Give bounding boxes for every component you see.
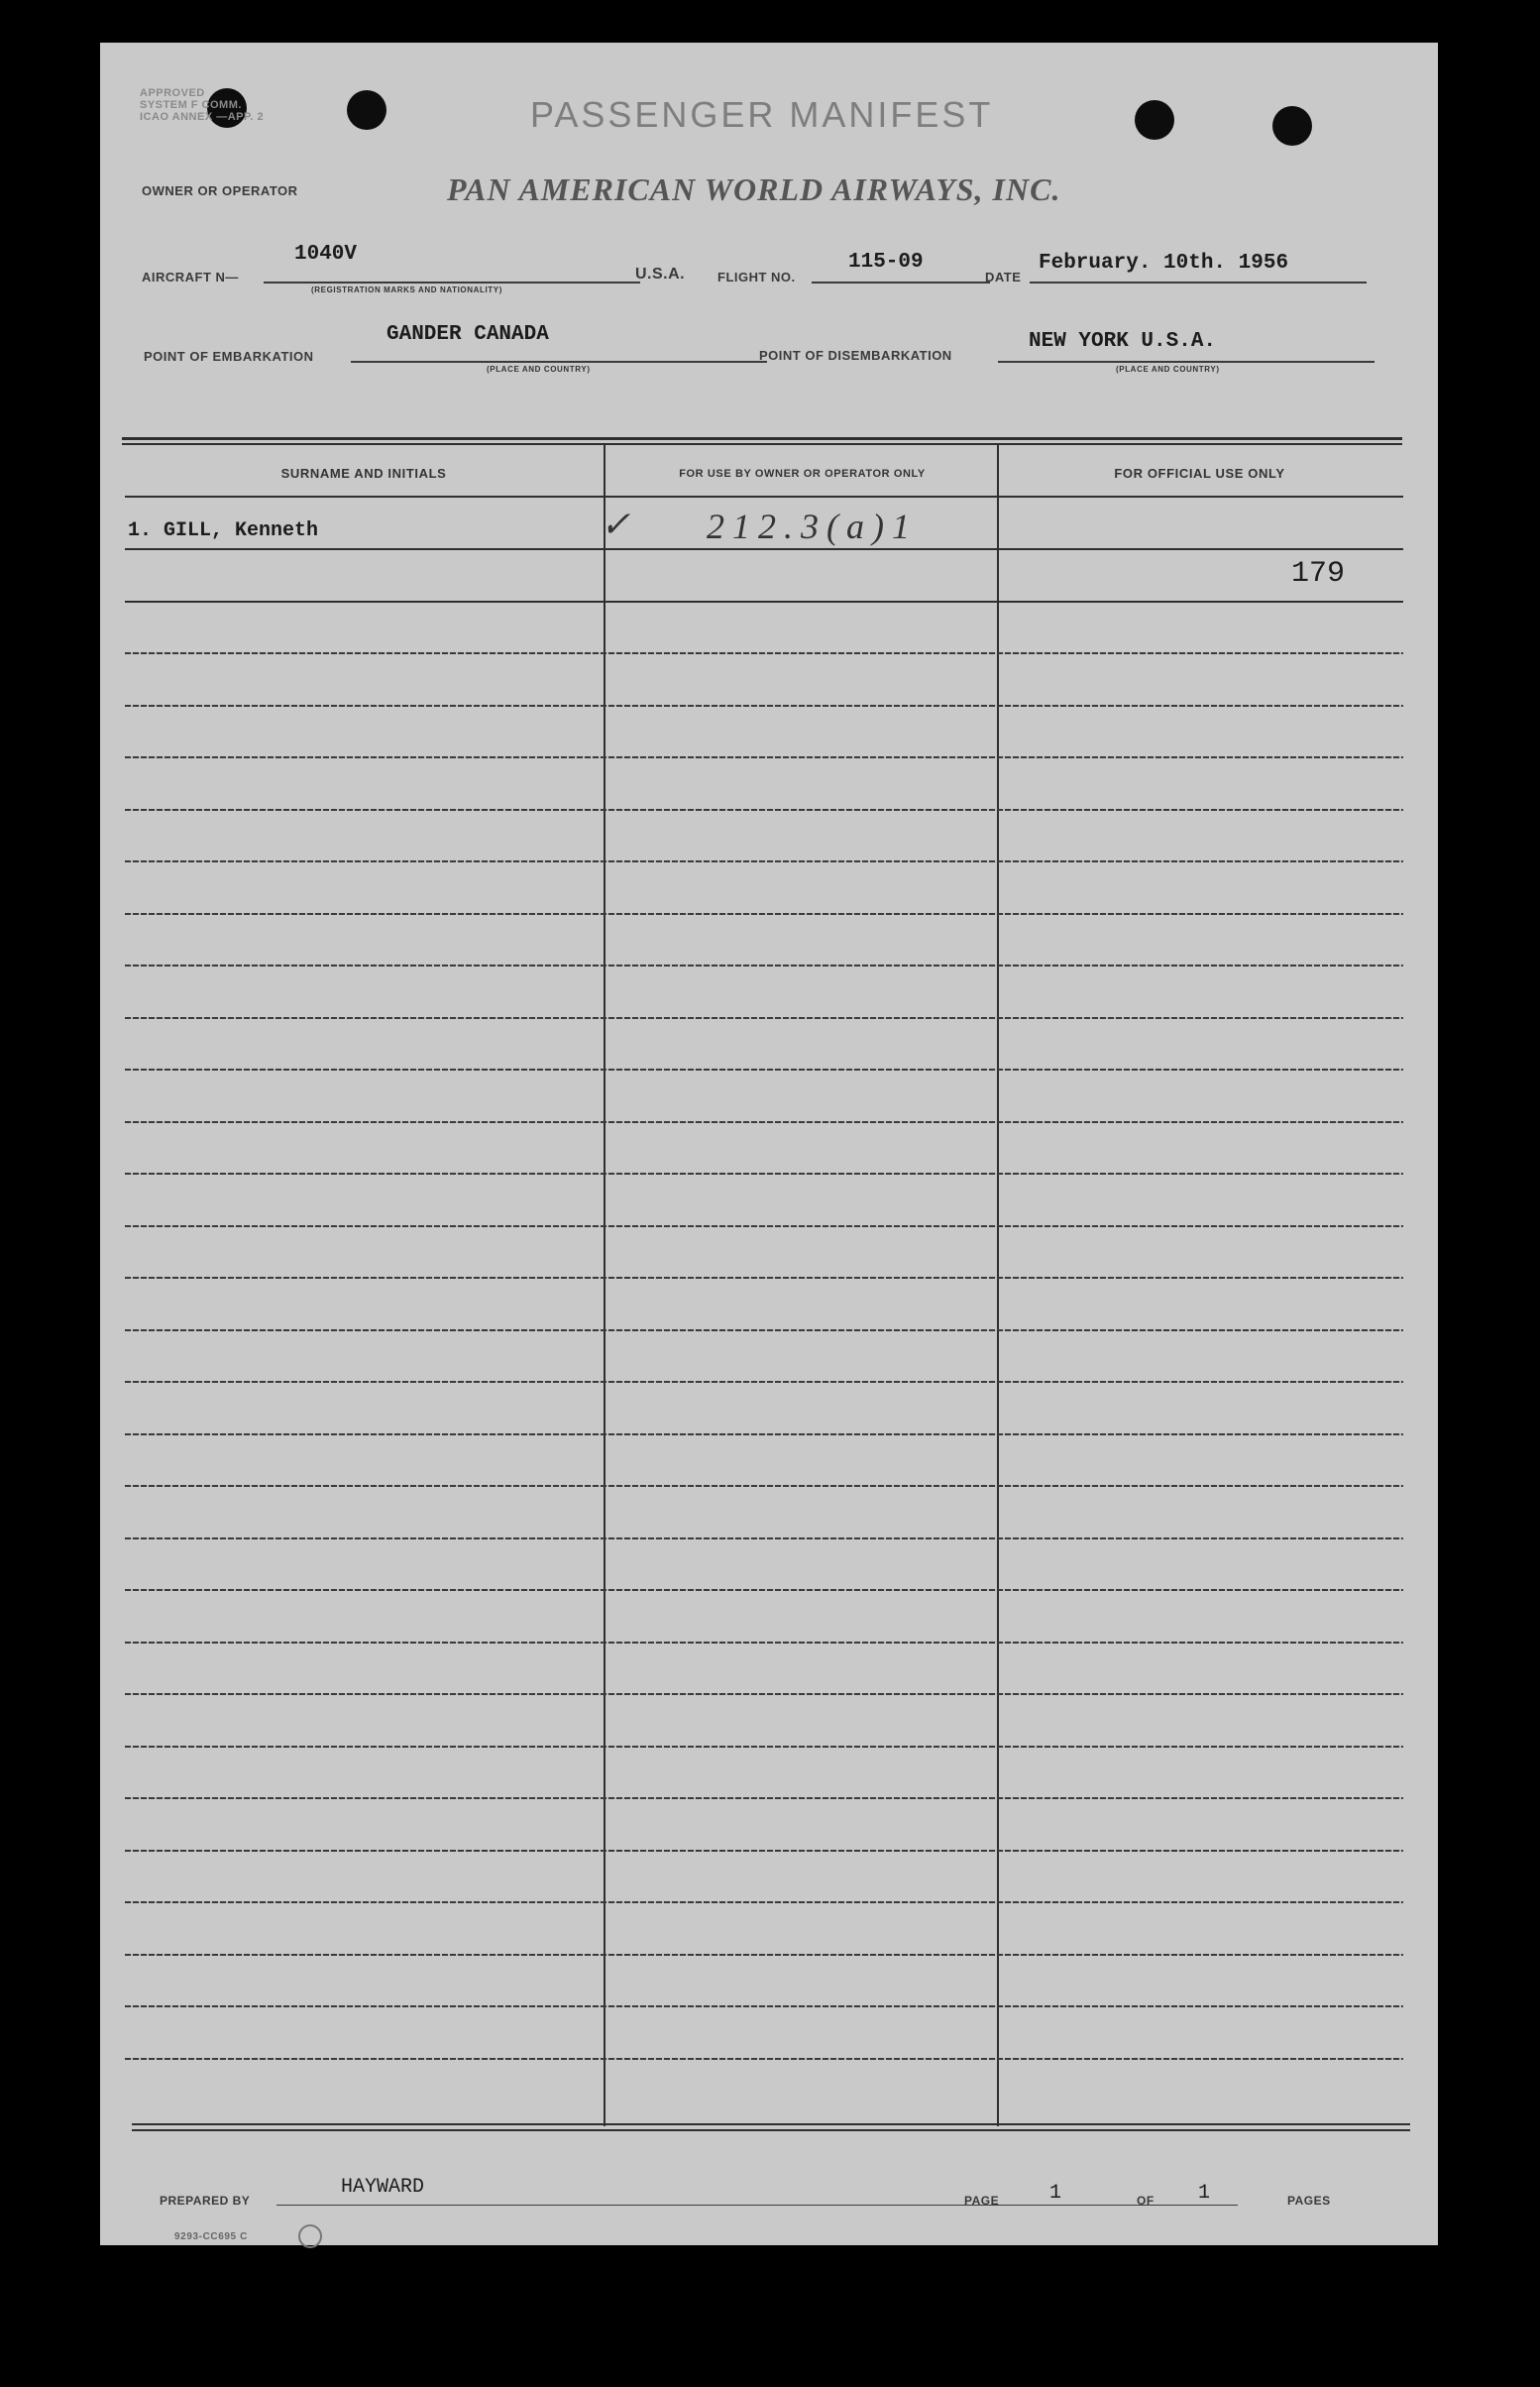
table-row-line xyxy=(125,860,1403,862)
page-label: PAGE xyxy=(964,2194,1000,2208)
table-row-line xyxy=(125,756,1403,758)
official-use-note: 179 xyxy=(1291,557,1346,591)
check-mark: ✓ xyxy=(601,505,631,544)
table-row-line xyxy=(125,1797,1403,1799)
column-header-surname: SURNAME AND INITIALS xyxy=(280,466,447,481)
prepared-by-value: HAYWARD xyxy=(341,2176,425,2199)
owner-use-note: 212.3(a)1 xyxy=(707,507,918,546)
prepared-by-underline xyxy=(276,2205,1061,2206)
aircraft-underline xyxy=(264,282,640,284)
stamp-line: APPROVED xyxy=(140,87,205,99)
column-header-official-use: FOR OFFICIAL USE ONLY xyxy=(1114,466,1285,481)
table-top-rule xyxy=(122,443,1402,445)
table-row-line xyxy=(125,1485,1403,1487)
passenger-entry: 1. GILL, Kenneth xyxy=(128,519,319,542)
pages-label: PAGES xyxy=(1287,2194,1331,2208)
disembarkation-underline xyxy=(998,361,1375,363)
table-row-line xyxy=(125,1069,1403,1071)
flight-value: 115-09 xyxy=(848,251,924,274)
prepared-by-label: PREPARED BY xyxy=(160,2194,251,2208)
table-bottom-rule xyxy=(132,2129,1410,2131)
punch-hole xyxy=(1272,106,1312,146)
table-row-line xyxy=(125,1381,1403,1383)
embarkation-underline xyxy=(351,361,767,363)
table-row-line xyxy=(125,1589,1403,1591)
country-label: U.S.A. xyxy=(635,266,686,283)
embarkation-label: POINT OF EMBARKATION xyxy=(144,349,314,364)
disembarkation-value: NEW YORK U.S.A. xyxy=(1029,330,1217,353)
stamp-line: SYSTEM F COMM. xyxy=(140,99,242,111)
column-divider xyxy=(604,444,605,2126)
table-row-line xyxy=(125,2058,1403,2060)
stamp-line: ICAO ANNEX —APP. 2 xyxy=(140,111,265,123)
table-row-line xyxy=(125,548,1403,550)
table-row-line xyxy=(125,1433,1403,1435)
table-row-line xyxy=(125,601,1403,603)
table-row-line xyxy=(125,913,1403,915)
flight-label: FLIGHT NO. xyxy=(717,270,796,284)
aircraft-label: AIRCRAFT N— xyxy=(142,270,239,284)
table-row-line xyxy=(125,652,1403,654)
table-row-line xyxy=(125,1693,1403,1695)
table-row-line xyxy=(125,1642,1403,1644)
table-top-rule xyxy=(122,437,1402,440)
table-row-line xyxy=(125,965,1403,966)
column-header-owner-use: FOR USE BY OWNER OR OPERATOR ONLY xyxy=(679,468,926,480)
embarkation-sublabel: (PLACE AND COUNTRY) xyxy=(487,365,591,374)
manifest-sheet xyxy=(100,43,1438,2245)
of-value: 1 xyxy=(1198,2182,1211,2205)
disembarkation-label: POINT OF DISEMBARKATION xyxy=(759,348,952,363)
table-row-line xyxy=(125,1173,1403,1175)
page-underline xyxy=(1010,2205,1238,2206)
form-code: 9293-CC695 C xyxy=(174,2231,248,2242)
table-row-line xyxy=(125,1225,1403,1227)
page-title: PASSENGER MANIFEST xyxy=(530,94,994,135)
table-row-line xyxy=(125,1954,1403,1956)
disembarkation-sublabel: (PLACE AND COUNTRY) xyxy=(1116,365,1220,374)
table-row-line xyxy=(125,1017,1403,1019)
table-row-line xyxy=(125,1537,1403,1539)
punch-hole xyxy=(347,90,386,130)
printer-seal-icon xyxy=(298,2224,322,2248)
table-row-line xyxy=(125,1277,1403,1279)
owner-value: PAN AMERICAN WORLD AIRWAYS, INC. xyxy=(447,171,1061,207)
table-row-line xyxy=(125,1329,1403,1331)
table-row-line xyxy=(125,809,1403,811)
table-bottom-rule xyxy=(132,2123,1410,2125)
embarkation-value: GANDER CANADA xyxy=(386,323,549,346)
table-row-line xyxy=(125,705,1403,707)
column-divider xyxy=(997,444,999,2126)
aircraft-sublabel: (REGISTRATION MARKS AND NATIONALITY) xyxy=(311,285,502,294)
date-label: DATE xyxy=(985,270,1022,284)
approval-stamp xyxy=(140,87,318,123)
table-row-line xyxy=(125,1850,1403,1852)
table-row-line xyxy=(125,1121,1403,1123)
of-label: OF xyxy=(1137,2194,1155,2208)
date-value: February. 10th. 1956 xyxy=(1039,252,1289,275)
header-row-line xyxy=(125,496,1403,498)
table-row-line xyxy=(125,2005,1403,2007)
aircraft-value: 1040V xyxy=(294,243,358,266)
page-value: 1 xyxy=(1049,2182,1062,2205)
flight-underline xyxy=(812,282,990,284)
table-row-line xyxy=(125,1746,1403,1748)
punch-hole xyxy=(1135,100,1174,140)
table-row-line xyxy=(125,1901,1403,1903)
date-underline xyxy=(1030,282,1367,284)
owner-label: OWNER OR OPERATOR xyxy=(142,183,298,198)
